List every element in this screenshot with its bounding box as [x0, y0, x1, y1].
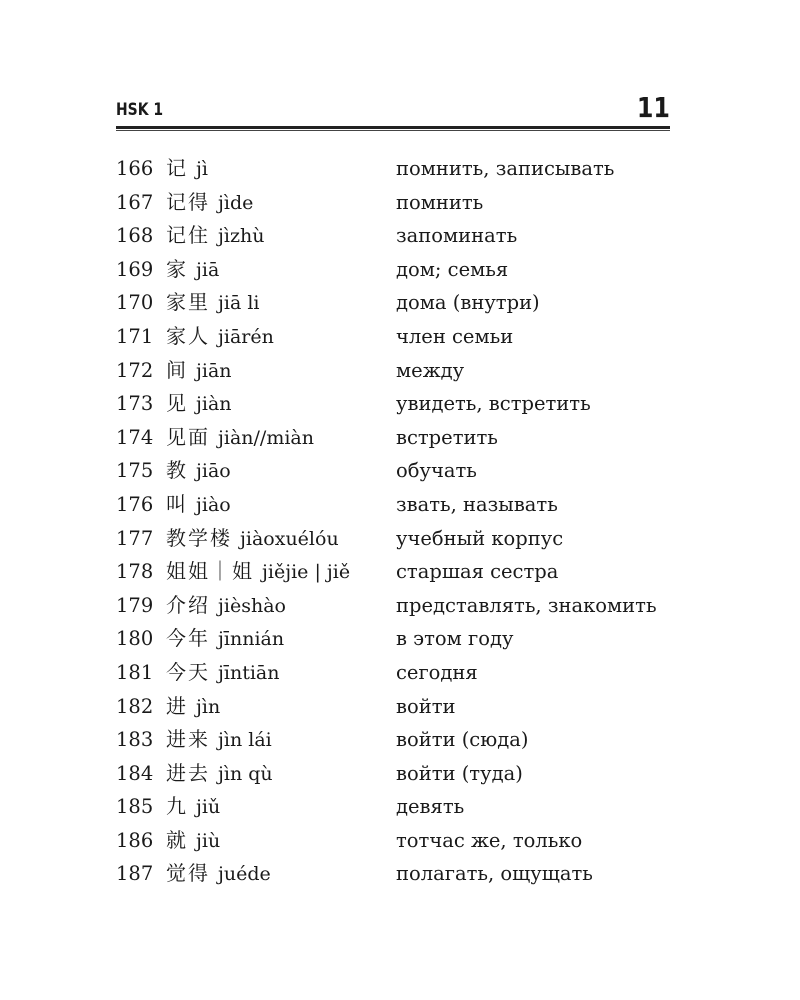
entry-number: 180	[116, 627, 154, 651]
entry-hanzi: 就	[166, 827, 188, 852]
entry-word	[166, 824, 220, 859]
entry-word	[166, 790, 220, 825]
entry-word	[166, 656, 279, 691]
vocab-entry	[116, 421, 716, 455]
entry-translation: войти	[396, 694, 456, 718]
entry-number: 177	[116, 526, 154, 550]
entry-translation: полагать, ощущать	[396, 862, 593, 886]
entry-pinyin: juéde	[218, 863, 271, 886]
entry-translation: учебный корпус	[396, 526, 564, 550]
entry-number: 187	[116, 862, 154, 886]
entry-hanzi: 见面	[166, 424, 210, 449]
entry-pinyin: jièshào	[218, 594, 286, 617]
entry-word	[166, 454, 231, 489]
entry-word	[166, 522, 339, 557]
vocab-entry	[116, 286, 716, 320]
entry-word	[166, 622, 284, 657]
entry-pinyin: jìn lái	[218, 729, 272, 752]
entry-number: 179	[116, 593, 154, 617]
entry-number: 167	[116, 190, 154, 214]
entry-pinyin: jiàn//miàn	[218, 426, 314, 449]
entry-word	[166, 354, 232, 389]
vocab-entry	[116, 152, 716, 186]
entry-pinyin: jìn	[196, 695, 221, 718]
entry-hanzi: 见	[166, 391, 188, 416]
entry-translation: в этом году	[396, 627, 514, 651]
entry-pinyin: jìn qù	[218, 762, 273, 785]
entry-pinyin: jiā li	[218, 292, 260, 315]
vocab-entry	[116, 186, 716, 220]
entry-word	[166, 589, 286, 624]
entry-translation: тотчас же, только	[396, 828, 583, 852]
entry-number: 166	[116, 157, 154, 180]
entry-pinyin: jīnnián	[218, 628, 285, 651]
entry-hanzi: 叫	[166, 491, 188, 516]
entry-pinyin: jiàoxuélóu	[240, 527, 339, 550]
entry-pinyin: jiāo	[196, 460, 231, 483]
header-rule	[116, 126, 670, 131]
vocab-entry	[116, 857, 716, 891]
vocab-entry	[116, 219, 716, 253]
vocab-entry	[116, 387, 716, 421]
entry-pinyin: jìzhù	[218, 225, 265, 248]
entry-translation: сегодня	[396, 660, 478, 684]
entry-pinyin: jìde	[218, 191, 254, 214]
vocab-entry	[116, 622, 716, 656]
entry-hanzi: 觉得	[166, 861, 210, 886]
entry-number: 183	[116, 728, 154, 752]
vocab-entry	[116, 790, 716, 824]
entry-translation: представлять, знакомить	[396, 593, 657, 617]
vocab-entry	[116, 522, 716, 556]
entry-translation: между	[396, 358, 465, 382]
vocab-entry	[116, 690, 716, 724]
entry-translation: девять	[396, 795, 465, 819]
entry-number: 174	[116, 425, 154, 449]
entry-pinyin: jiān	[196, 359, 232, 382]
entry-number: 168	[116, 224, 154, 248]
vocab-entry	[116, 454, 716, 488]
entry-number: 169	[116, 257, 154, 281]
entry-word	[166, 186, 253, 221]
entry-word	[166, 152, 208, 187]
entry-hanzi: 九	[166, 794, 188, 819]
entry-pinyin: jiǔ	[196, 796, 221, 819]
entry-number: 175	[116, 459, 154, 483]
entry-pinyin: jiā	[196, 258, 220, 281]
entry-word	[166, 488, 231, 523]
entry-translation: помнить, записывать	[396, 157, 615, 180]
entry-hanzi: 家人	[166, 323, 210, 348]
entry-translation: обучать	[396, 459, 477, 483]
entry-word	[166, 723, 272, 758]
entry-number: 176	[116, 492, 154, 516]
entry-word	[166, 219, 264, 254]
entry-hanzi: 今年	[166, 626, 210, 651]
entry-word	[166, 387, 232, 422]
entry-word	[166, 421, 314, 456]
entry-number: 178	[116, 560, 154, 584]
entry-hanzi: 进	[166, 693, 188, 718]
entry-hanzi: 记住	[166, 223, 210, 248]
entry-number: 182	[116, 694, 154, 718]
entry-hanzi: 教	[166, 458, 188, 483]
entry-translation: дом; семья	[396, 257, 509, 281]
entry-word	[166, 690, 220, 725]
vocab-entry	[116, 656, 716, 690]
entry-number: 173	[116, 392, 154, 416]
entry-hanzi: 今天	[166, 659, 210, 684]
vocabulary-list	[116, 152, 716, 891]
entry-word	[166, 320, 274, 355]
entry-hanzi: 间	[166, 357, 188, 382]
entry-pinyin: jì	[196, 158, 208, 180]
entry-pinyin: jiějie | jiě	[262, 561, 351, 584]
entry-number: 186	[116, 828, 154, 852]
entry-word	[166, 757, 273, 792]
vocab-entry	[116, 354, 716, 388]
book-title: HSK 1	[116, 100, 164, 120]
entry-hanzi: 进去	[166, 760, 210, 785]
entry-number: 185	[116, 795, 154, 819]
vocab-entry	[116, 723, 716, 757]
vocab-entry	[116, 488, 716, 522]
vocab-entry	[116, 253, 716, 287]
entry-pinyin: jiàn	[196, 393, 232, 416]
entry-translation: звать, называть	[396, 492, 558, 516]
vocab-entry	[116, 555, 716, 589]
entry-number: 170	[116, 291, 154, 315]
entry-translation: войти (туда)	[396, 761, 523, 785]
entry-translation: встретить	[396, 425, 498, 449]
entry-word	[166, 857, 271, 892]
header-rule-thin	[116, 130, 670, 131]
entry-hanzi: 记	[166, 156, 188, 180]
vocab-entry	[116, 824, 716, 858]
entry-hanzi: 教学楼	[166, 525, 232, 550]
entry-translation: увидеть, встретить	[396, 392, 591, 416]
page-header	[116, 92, 670, 126]
entry-pinyin: jiārén	[218, 325, 274, 348]
entry-translation: запоминать	[396, 224, 518, 248]
entry-hanzi: 家	[166, 256, 188, 281]
vocab-entry	[116, 757, 716, 791]
entry-number: 184	[116, 761, 154, 785]
entry-hanzi: 进来	[166, 727, 210, 752]
entry-translation: войти (сюда)	[396, 728, 529, 752]
entry-pinyin: jiào	[196, 493, 231, 516]
entry-hanzi: 介绍	[166, 592, 210, 617]
entry-number: 172	[116, 358, 154, 382]
entry-translation: помнить	[396, 190, 484, 214]
entry-number: 171	[116, 324, 154, 348]
entry-hanzi: 姐姐｜姐	[166, 559, 254, 584]
entry-hanzi: 记得	[166, 189, 210, 214]
vocab-entry	[116, 589, 716, 623]
entry-translation: дома (внутри)	[396, 291, 540, 315]
page-number: 11	[636, 91, 670, 124]
entry-translation: старшая сестра	[396, 560, 559, 584]
entry-pinyin: jiù	[196, 829, 221, 852]
entry-hanzi: 家里	[166, 290, 210, 315]
entry-pinyin: jīntiān	[218, 661, 280, 684]
entry-word	[166, 286, 260, 321]
entry-word	[166, 555, 350, 590]
entry-translation: член семьи	[396, 324, 514, 348]
entry-word	[166, 253, 219, 288]
vocab-entry	[116, 320, 716, 354]
entry-number: 181	[116, 660, 154, 684]
